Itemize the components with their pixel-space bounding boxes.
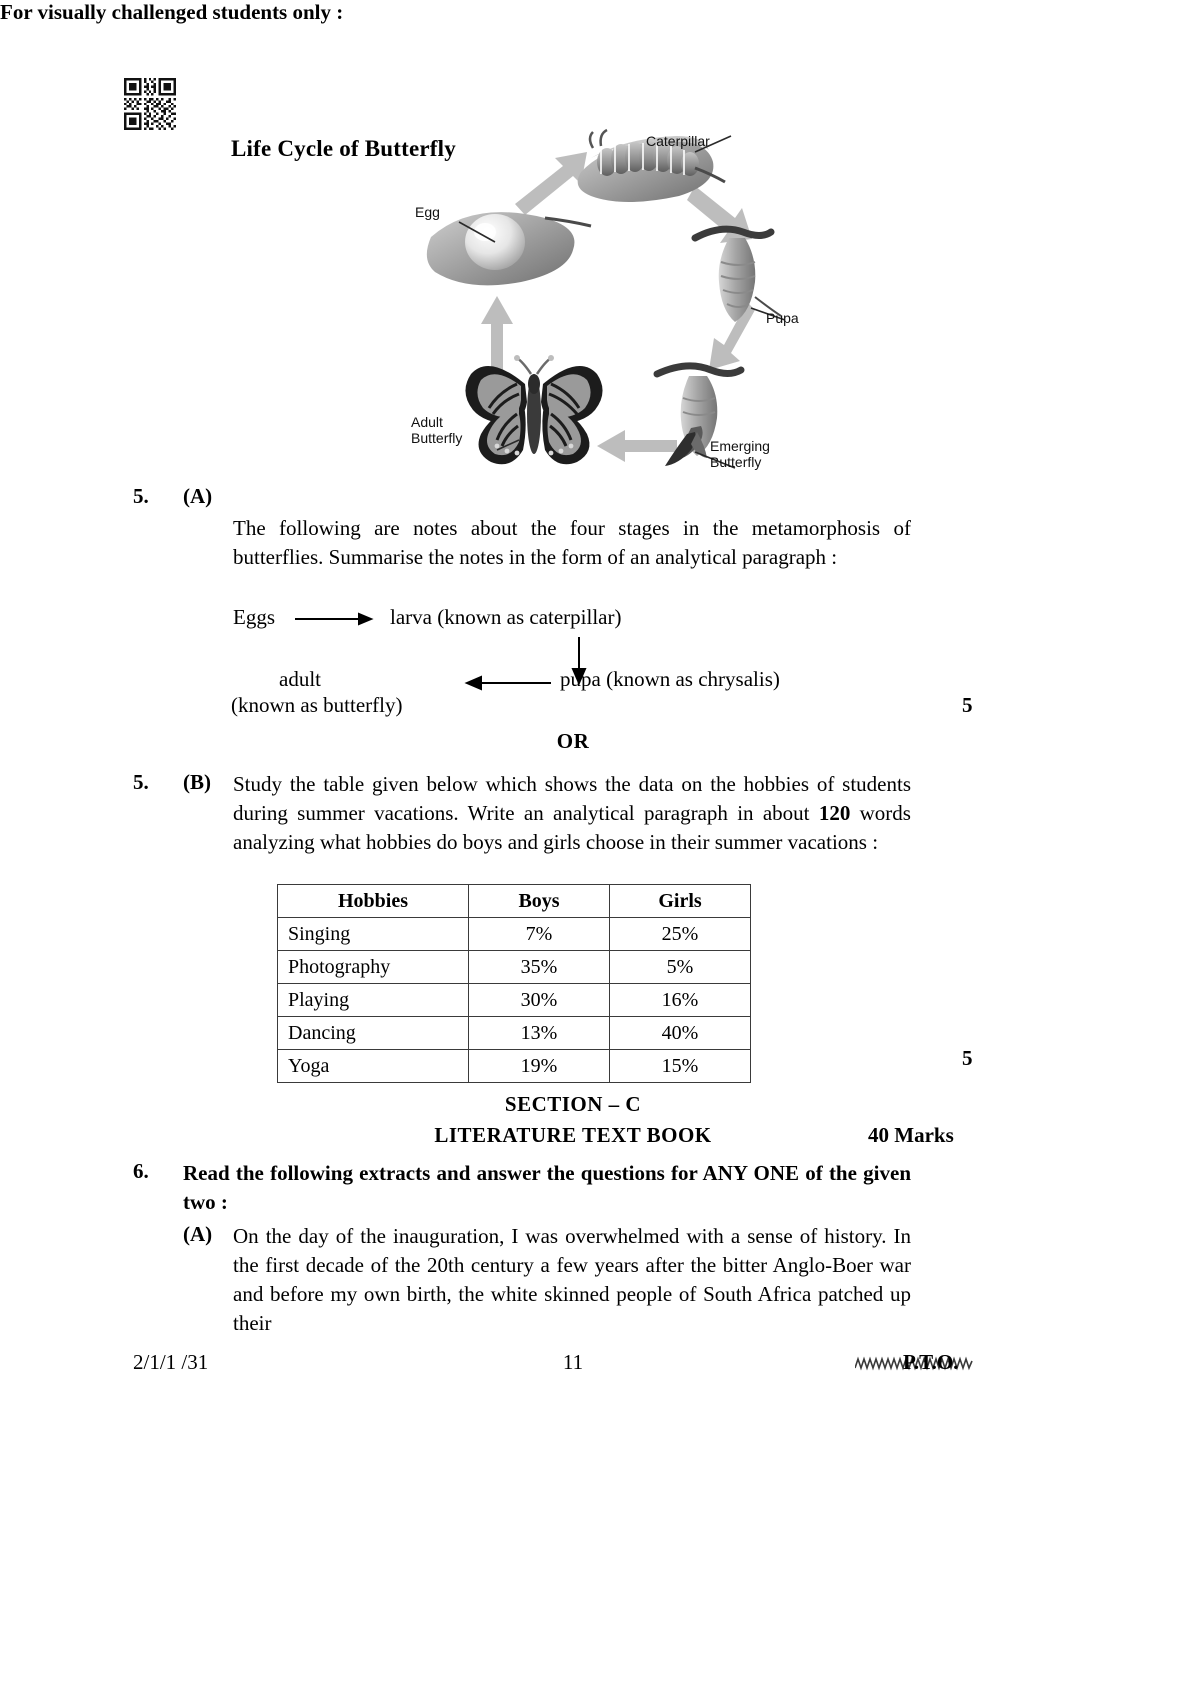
question-5a-marks: 5 bbox=[962, 693, 973, 717]
section-c-marks: 40 Marks bbox=[868, 1123, 954, 1147]
table-row bbox=[278, 918, 751, 951]
figure-title: Life Cycle of Butterfly bbox=[231, 136, 456, 161]
question-5b-word-count: 120 bbox=[818, 801, 851, 825]
question-5a-heading: For visually challenged students only : bbox=[0, 0, 344, 24]
question-5a-number: 5. bbox=[133, 484, 149, 508]
hobbies-table bbox=[277, 884, 751, 1083]
figure-label-pupa: Pupa bbox=[766, 310, 799, 326]
cell-boys: 7% bbox=[469, 918, 610, 951]
figure-label-emerging-line2: Butterfly bbox=[710, 454, 762, 471]
question-5b-part-label: (B) bbox=[183, 770, 211, 794]
cell-boys: 19% bbox=[469, 1050, 610, 1083]
qr-code-icon bbox=[124, 78, 176, 130]
question-5b-body-part1: Study the table given below which shows the data on the hobbies of students during summer vacations. Write an analytical paragraph in about bbox=[233, 772, 911, 825]
table-header-boys: Boys bbox=[469, 885, 610, 918]
table-row bbox=[278, 951, 751, 984]
section-c-title bbox=[0, 1092, 1190, 1117]
question-5a-part-label: (A) bbox=[183, 484, 213, 508]
or-text: OR bbox=[556, 729, 590, 753]
question-6a-part-label: (A) bbox=[183, 1222, 213, 1246]
life-cycle-figure bbox=[225, 122, 965, 472]
question-6-number: 6. bbox=[133, 1159, 149, 1183]
cell-girls: 25% bbox=[610, 918, 751, 951]
cell-girls: 40% bbox=[610, 1017, 751, 1050]
figure-label-adult-butterfly bbox=[411, 414, 462, 446]
flow-label-pupa: pupa (known as chrysalis) bbox=[560, 667, 780, 691]
section-c-title-text: SECTION – C bbox=[504, 1092, 642, 1116]
cell-hobby: Playing bbox=[278, 984, 469, 1017]
cell-girls: 15% bbox=[610, 1050, 751, 1083]
flow-label-eggs: Eggs bbox=[233, 605, 275, 629]
pupa-stage-art bbox=[695, 229, 781, 322]
cell-girls: 16% bbox=[610, 984, 751, 1017]
question-5a-body: The following are notes about the four stages in the metamorphosis of butterflies. Summarise the notes in the form of an analytical paragraph : bbox=[233, 516, 911, 569]
figure-label-caterpillar: Caterpillar bbox=[646, 133, 710, 149]
cell-hobby: Photography bbox=[278, 951, 469, 984]
flow-label-adult: adult bbox=[279, 667, 321, 691]
metamorphosis-flow-diagram bbox=[233, 603, 933, 721]
table-row bbox=[278, 1017, 751, 1050]
figure-label-emerging-butterfly bbox=[710, 438, 770, 470]
footer-paper-code: 2/1/1 /31 bbox=[133, 1350, 209, 1374]
question-6-instruction: Read the following extracts and answer the questions for ANY ONE of the given two : bbox=[183, 1161, 911, 1214]
adult-butterfly-art bbox=[465, 355, 602, 464]
question-6a-extract: On the day of the inauguration, I was overwhelmed with a sense of history. In the first decade of the 20th century a few years after the bitter Anglo-Boer war and before my own birth, the white skinned people of South Africa patched up their bbox=[233, 1224, 911, 1335]
cell-hobby: Dancing bbox=[278, 1017, 469, 1050]
table-row bbox=[278, 1050, 751, 1083]
figure-label-emerging-line1: Emerging bbox=[710, 438, 770, 454]
question-5b-number: 5. bbox=[133, 770, 149, 794]
question-5b-marks: 5 bbox=[962, 1046, 973, 1070]
table-header-hobbies: Hobbies bbox=[278, 885, 469, 918]
flow-label-larva: larva (known as caterpillar) bbox=[390, 605, 622, 629]
section-c-subtitle-text: LITERATURE TEXT BOOK bbox=[434, 1123, 712, 1147]
cell-hobby: Yoga bbox=[278, 1050, 469, 1083]
table-header-girls: Girls bbox=[610, 885, 751, 918]
figure-label-adult-line1: Adult bbox=[411, 414, 443, 430]
cell-hobby: Singing bbox=[278, 918, 469, 951]
cell-boys: 13% bbox=[469, 1017, 610, 1050]
or-separator bbox=[0, 729, 1190, 754]
question-5b-body-part2: words analyzing what hobbies do boys and girls choose in their summer vacations : bbox=[233, 801, 911, 854]
question-5b-body bbox=[233, 770, 911, 857]
cell-girls: 5% bbox=[610, 951, 751, 984]
figure-label-egg: Egg bbox=[415, 204, 440, 220]
figure-label-adult-line2: Butterfly bbox=[411, 430, 463, 447]
footer-page-number-text: 11 bbox=[562, 1350, 584, 1374]
footer-page-number bbox=[0, 1350, 1190, 1375]
table-header-row bbox=[278, 885, 751, 918]
section-c-subtitle bbox=[0, 1123, 1190, 1148]
egg-stage-art bbox=[427, 212, 591, 285]
cell-boys: 30% bbox=[469, 984, 610, 1017]
flow-label-adult-sub: (known as butterfly) bbox=[231, 693, 403, 717]
hobbies-table-wrapper bbox=[277, 884, 751, 1083]
footer-pto: P.T.O. bbox=[903, 1350, 959, 1374]
table-row bbox=[278, 984, 751, 1017]
cell-boys: 35% bbox=[469, 951, 610, 984]
